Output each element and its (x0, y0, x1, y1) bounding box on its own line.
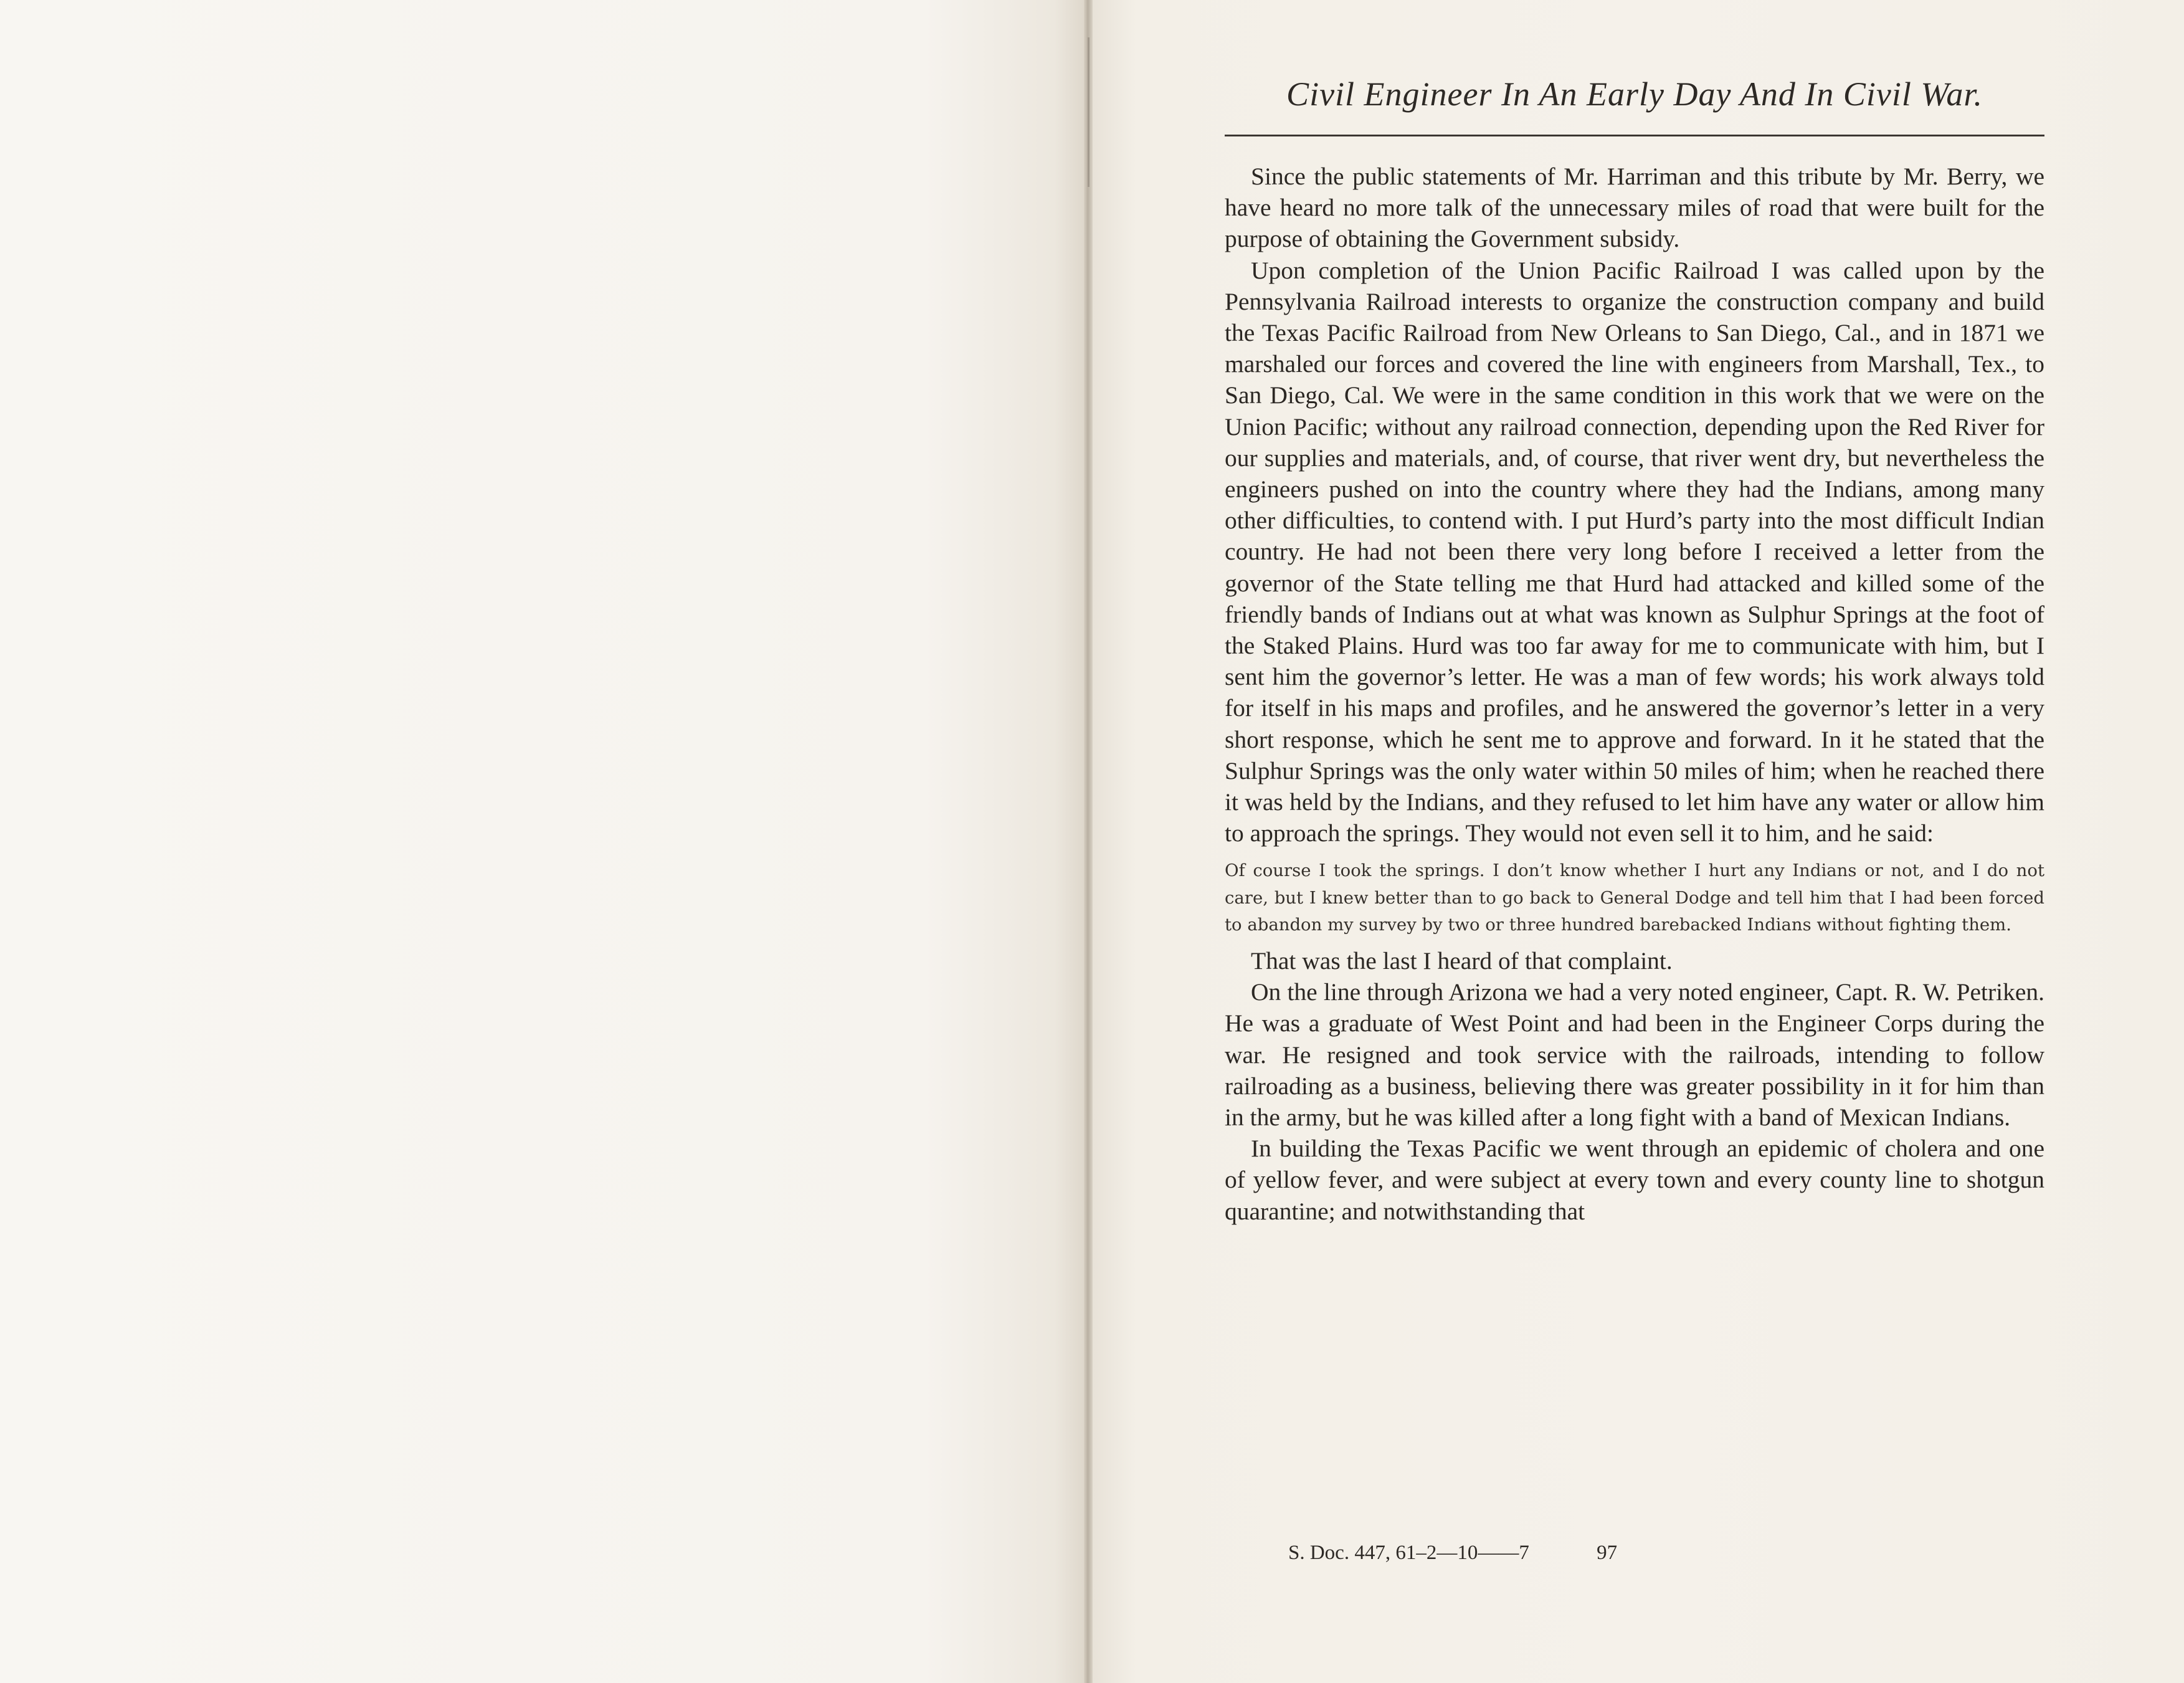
header-rule (1225, 135, 2044, 136)
running-head: Civil Engineer In An Early Day And In Civil War. (1286, 75, 1983, 113)
gutter-binding-mark (1088, 37, 1090, 187)
page-footer (1288, 1542, 1617, 1565)
paragraph: In building the Texas Pacific we went through an epidemic of cholera and one of yellow fever, and were subject at every town and every county line to shotgun quarantine; and notwithstanding that (1225, 1135, 2044, 1225)
book-gutter (1084, 0, 1093, 1683)
block-quote: Of course I took the springs. I don’t know whether I hurt any Indians or not, and I do not care, but I knew better than to go back to General Dodge and tell him that I had been forced to abandon my survey by two or three hundred barebacked Indians without fighting them. (1225, 861, 2044, 935)
paragraph: On the line through Arizona we had a very noted engineer, Capt. R. W. Petriken. He was a graduate of West Point and had been in the Engineer Corps during the war. He resigned and took service with the railroads, intending to follow railroading as a business, believing there was greater possibility in it for him than in the army, but he was killed after a long fight with a band of Mexican Indians. (1225, 978, 2044, 1131)
left-blank-page (0, 0, 1087, 1683)
page-number: 97 (1597, 1542, 1618, 1564)
signature-mark: S. Doc. 447, 61–2—10——7 (1288, 1542, 1529, 1564)
paragraph: Since the public statements of Mr. Harriman and this tribute by Mr. Berry, we have heard no more talk of the unnecessary miles of road that were built for the purpose of obtaining the Government subsidy. (1225, 163, 2044, 253)
paragraph: Upon completion of the Union Pacific Railroad I was called upon by the Pennsylvania Railroad interests to organize the construction company and build the Texas Pacific Railroad from New Orleans to San Diego, Cal., and in 1871 we marshaled our forces and covered the line with engineers from Marshall, Tex., to San Diego, Cal. We were in the same condition in this work that we were on the Union Pacific; without any railroad connection, depending upon the Red River for our supplies and materials, and, of course, that river went dry, but nevertheless the engineers pushed on into the country where they had the Indians, among many other difficulties, to contend with. I put Hurd’s party into the most difficult Indian country. He had not been there very long before I received a letter from the governor of the State telling me that Hurd had attacked and killed some of the friendly bands of Indians out at what was known as Sulphur Springs at the foot of the Staked Plains. Hurd was too far away for me to communicate with him, but I sent him the governor’s letter. He was a man of few words; his work always told for itself in his maps and profiles, and he answered the governor’s letter in a very short response, which he sent me to approve and forward. In it he stated that the Sulphur Springs was the only water within 50 miles of him; when he reached there it was held by the Indians, and they refused to let him have any water or allow him to approach the springs. They would not even sell it to him, and he said: (1225, 256, 2044, 847)
paragraph: That was the last I heard of that complaint. (1251, 946, 1673, 975)
body-text (1225, 161, 2044, 1227)
